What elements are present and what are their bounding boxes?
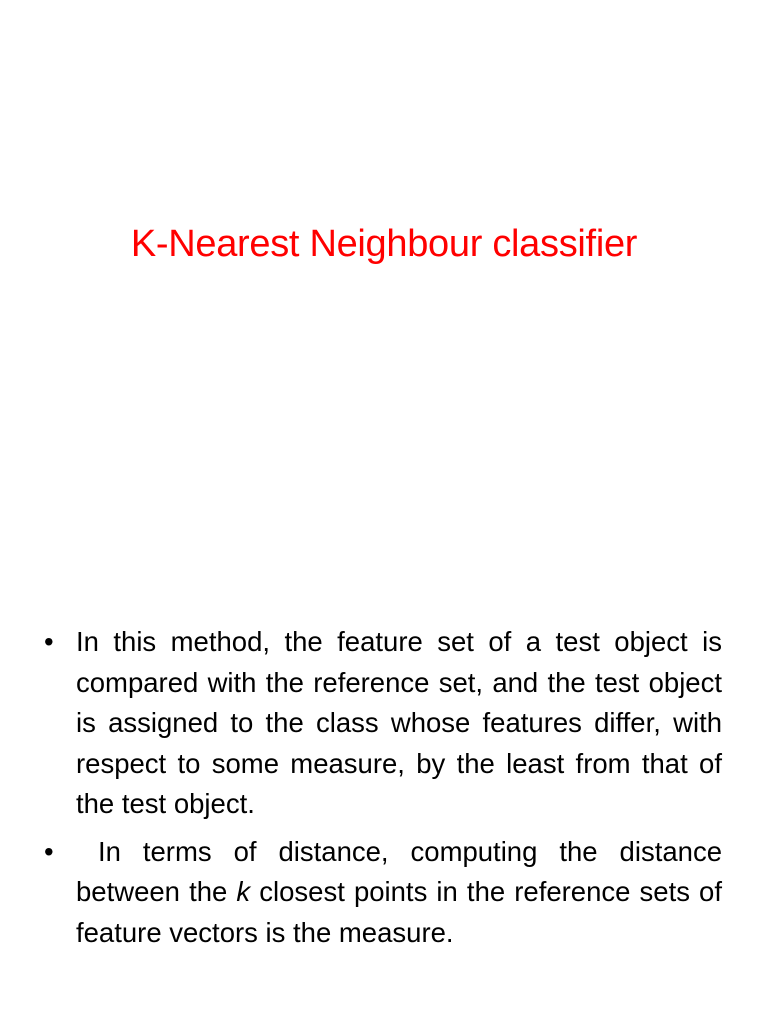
bullet-text <box>76 836 722 948</box>
bullet-text-part: closest points in the reference sets of feature vectors is the measure. <box>76 876 722 948</box>
bullet-text-emphasis: k <box>236 876 251 907</box>
slide-title: K-Nearest Neighbour classifier <box>130 223 638 265</box>
bullet-marker: • <box>44 835 54 867</box>
bullet-text: In this method, the feature set of a test object is compared with the reference set, and the test object is assigned to the class whose features differ, with respect to some measure, by the least from that of the test object. <box>76 626 722 819</box>
bullet-text-part: In terms of distance, computing the distance between the <box>76 835 722 907</box>
bullet-item <box>44 622 722 825</box>
bullet-item <box>44 832 722 954</box>
bullet-list <box>44 622 722 960</box>
bullet-marker: • <box>44 626 54 657</box>
